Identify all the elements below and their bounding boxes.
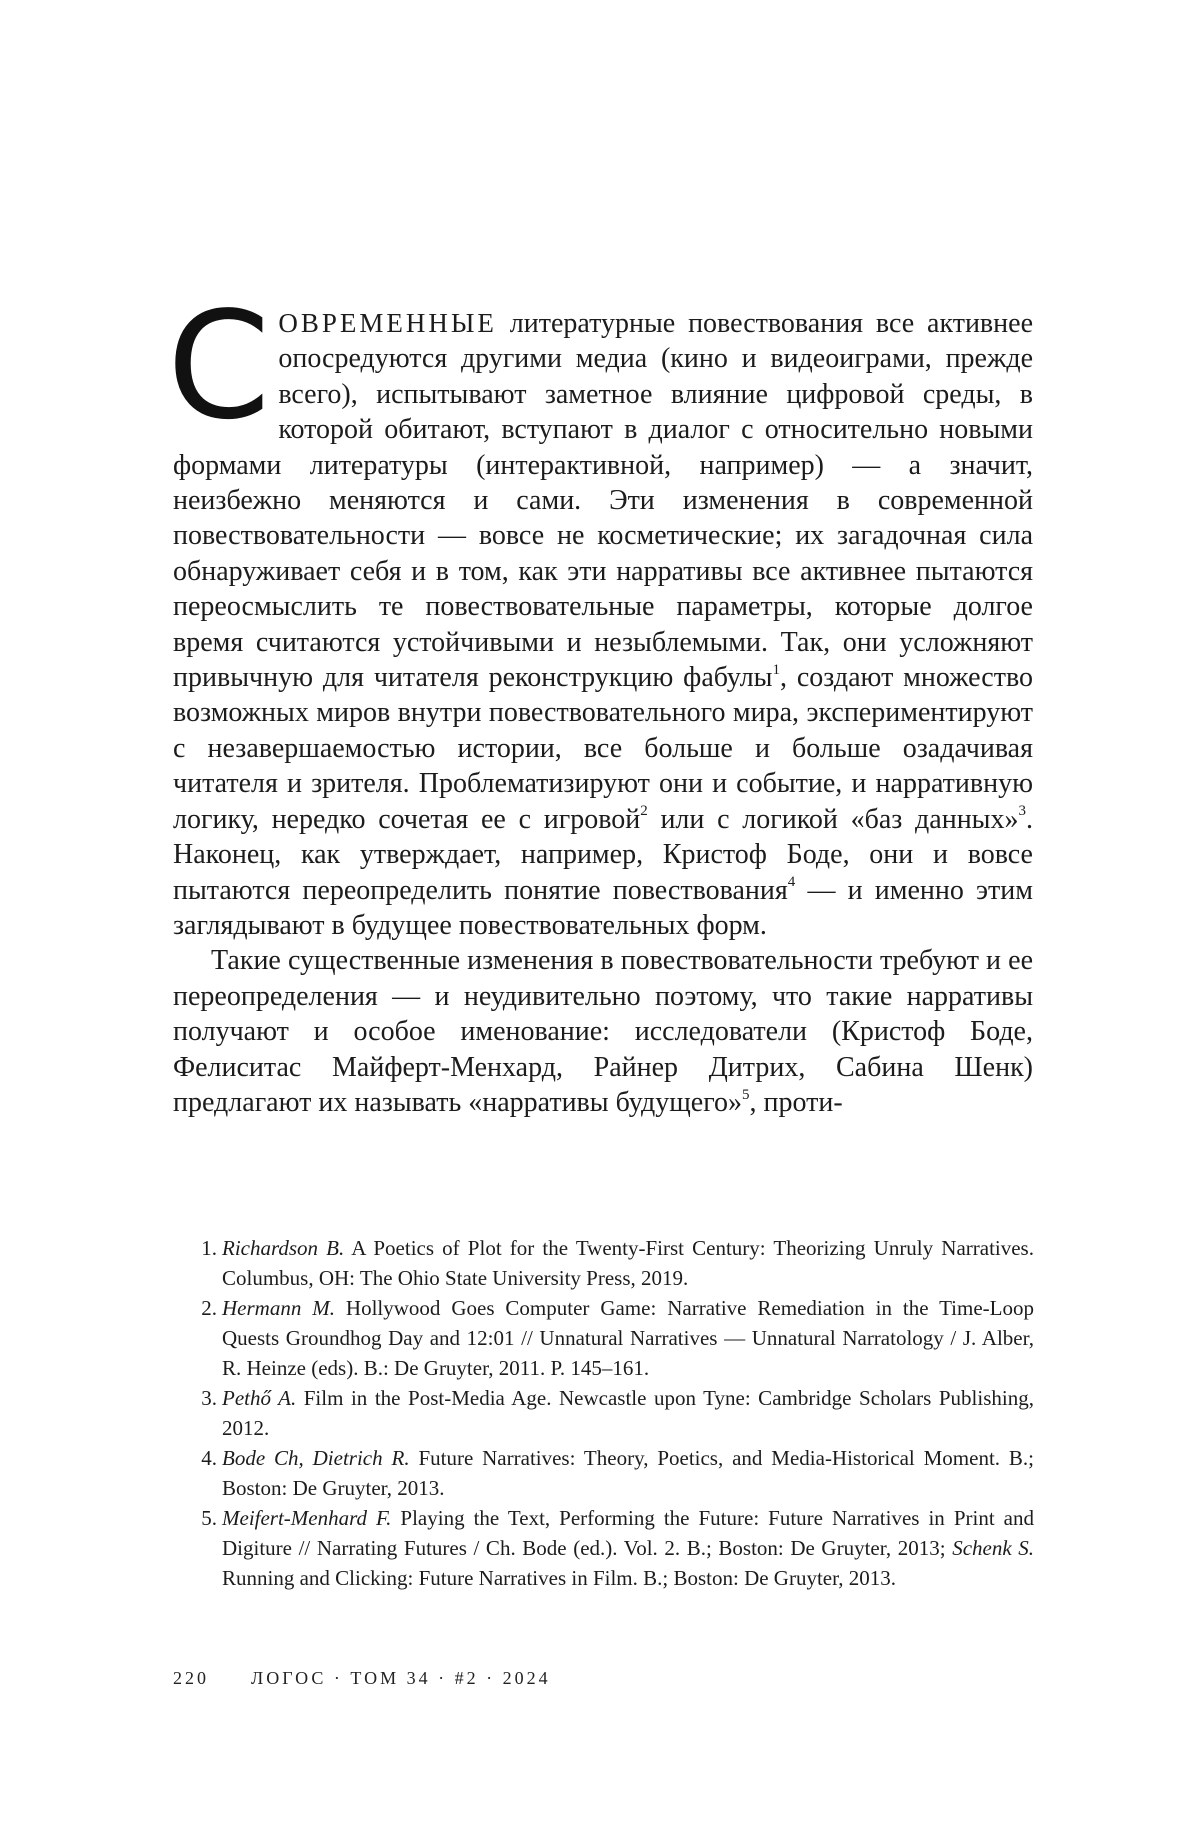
- paragraph-1: [167, 280, 1033, 943]
- p2-text-2: , проти-: [749, 1086, 843, 1118]
- footnote-author: Pethő A.: [222, 1386, 297, 1410]
- footnote-author: Richardson B.: [222, 1236, 345, 1260]
- footnote-text: A Poetics of Plot for the Twenty-First Century: Theorizing Unruly Narratives. Columbus, OH: The Ohio State University Press, 2019.: [222, 1236, 1034, 1290]
- p1-text-2: , создают множество возможных миров внутри повествовательного мира, экспериментируют с незавершаемостью истории, все больше и больше озадачивая читателя и зрителя. Проблематизируют они и событие, и нарративную логику, нередко сочетая ее с игровой: [173, 662, 1033, 835]
- footnote-item: [201, 1233, 1034, 1293]
- footnote-author: Meifert-Menhard F.: [222, 1506, 392, 1530]
- footnote-ref-1[interactable]: 1: [772, 661, 780, 678]
- footnote-item: [201, 1383, 1034, 1443]
- page-footer: [173, 1668, 551, 1689]
- footnote-number: 1 .: [195, 1233, 217, 1263]
- p1-text-1: литературные повествования все активнее опосредуются другими медиа (кино и видеоиграми, прежде всего), испытывают заметное влияние цифровой среды, в которой обитают, вступают в диалог с относительно новыми формами литературы (интерактивной, например) — а значит, неизбежно меняются и сами. Эти изменения в современной повествовательности — вовсе не косметические; их загадочная сила обнаруживает себя и в том, как эти нарративы все активнее пытаются переосмыслить те повествовательные параметры, которые долгое время считаются устойчивыми и незыблемыми. Так, они усложняют привычную для читателя реконструкцию фабулы: [173, 308, 1033, 694]
- main-text: [167, 280, 1033, 1120]
- footnote-number: 5 .: [195, 1503, 217, 1533]
- footnote-ref-2[interactable]: 2: [640, 803, 648, 820]
- page-number: 220: [173, 1668, 209, 1688]
- p1-text-3: или с логикой «баз данных»: [647, 803, 1019, 835]
- footnote-ref-5[interactable]: 5: [742, 1086, 750, 1103]
- footnote-author: Bode Ch, Dietrich R.: [222, 1446, 410, 1470]
- lead-smallcaps: ОВРЕМЕННЫЕ: [278, 308, 497, 338]
- journal-running-head: ЛОГОС · ТОМ 34 · #2 · 2024: [251, 1668, 551, 1688]
- footnote-author-2: Schenk S.: [952, 1536, 1034, 1560]
- footnote-text: Future Narratives: Theory, Poetics, and Media-Historical Moment. B.; Boston: De Gruyter, 2013.: [222, 1446, 1034, 1500]
- drop-cap: С: [167, 280, 271, 452]
- paragraph-2: [173, 943, 1033, 1120]
- footnote-item: [201, 1503, 1034, 1593]
- footnote-text-2: Running and Clicking: Future Narratives in Film. B.; Boston: De Gruyter, 2013.: [222, 1566, 897, 1590]
- footnote-item: [201, 1293, 1034, 1383]
- p1-text-5: — и именно этим заглядывают в будущее повествовательных форм.: [173, 874, 1033, 941]
- p2-text-1: Такие существенные изменения в повествовательности требуют и ее переопределения — и неудивительно поэтому, что такие нарративы получают и особое именование: исследователи (Кристоф Боде, Фелиситас Майферт-Менхард, Райнер Дитрих, Сабина Шенк) предлагают их называть «нарративы будущего»: [173, 945, 1033, 1118]
- footnote-author: Hermann M.: [222, 1296, 335, 1320]
- footnotes: [201, 1233, 1034, 1593]
- footnote-number: 3 .: [195, 1383, 217, 1413]
- footnote-text: Film in the Post-Media Age. Newcastle upon Tyne: Cambridge Scholars Publishing, 2012.: [222, 1386, 1034, 1440]
- footnote-text: Playing the Text, Performing the Future: Future Narratives in Print and Digiture // Narrating Futures / Ch. Bode (ed.). Vol. 2. B.; Boston: De Gruyter, 2013;: [222, 1506, 1034, 1560]
- footnote-ref-4[interactable]: 4: [787, 874, 796, 891]
- p1-text-4: . Наконец, как утверждает, например, Кристоф Боде, они и вовсе пытаются переопределить понятие повествования: [173, 803, 1033, 906]
- footnote-number: 2 .: [195, 1293, 217, 1323]
- footnote-item: [201, 1443, 1034, 1503]
- footnote-number: 4 .: [195, 1443, 217, 1473]
- footnote-text: Hollywood Goes Computer Game: Narrative Remediation in the Time-Loop Quests Groundhog Day and 12:01 // Unnatural Narratives — Unnatural Narratology / J. Alber, R. Heinze (eds). B.: De Gruyter, 2011. P. 145–161.: [222, 1296, 1034, 1380]
- footnote-ref-3[interactable]: 3: [1018, 803, 1026, 820]
